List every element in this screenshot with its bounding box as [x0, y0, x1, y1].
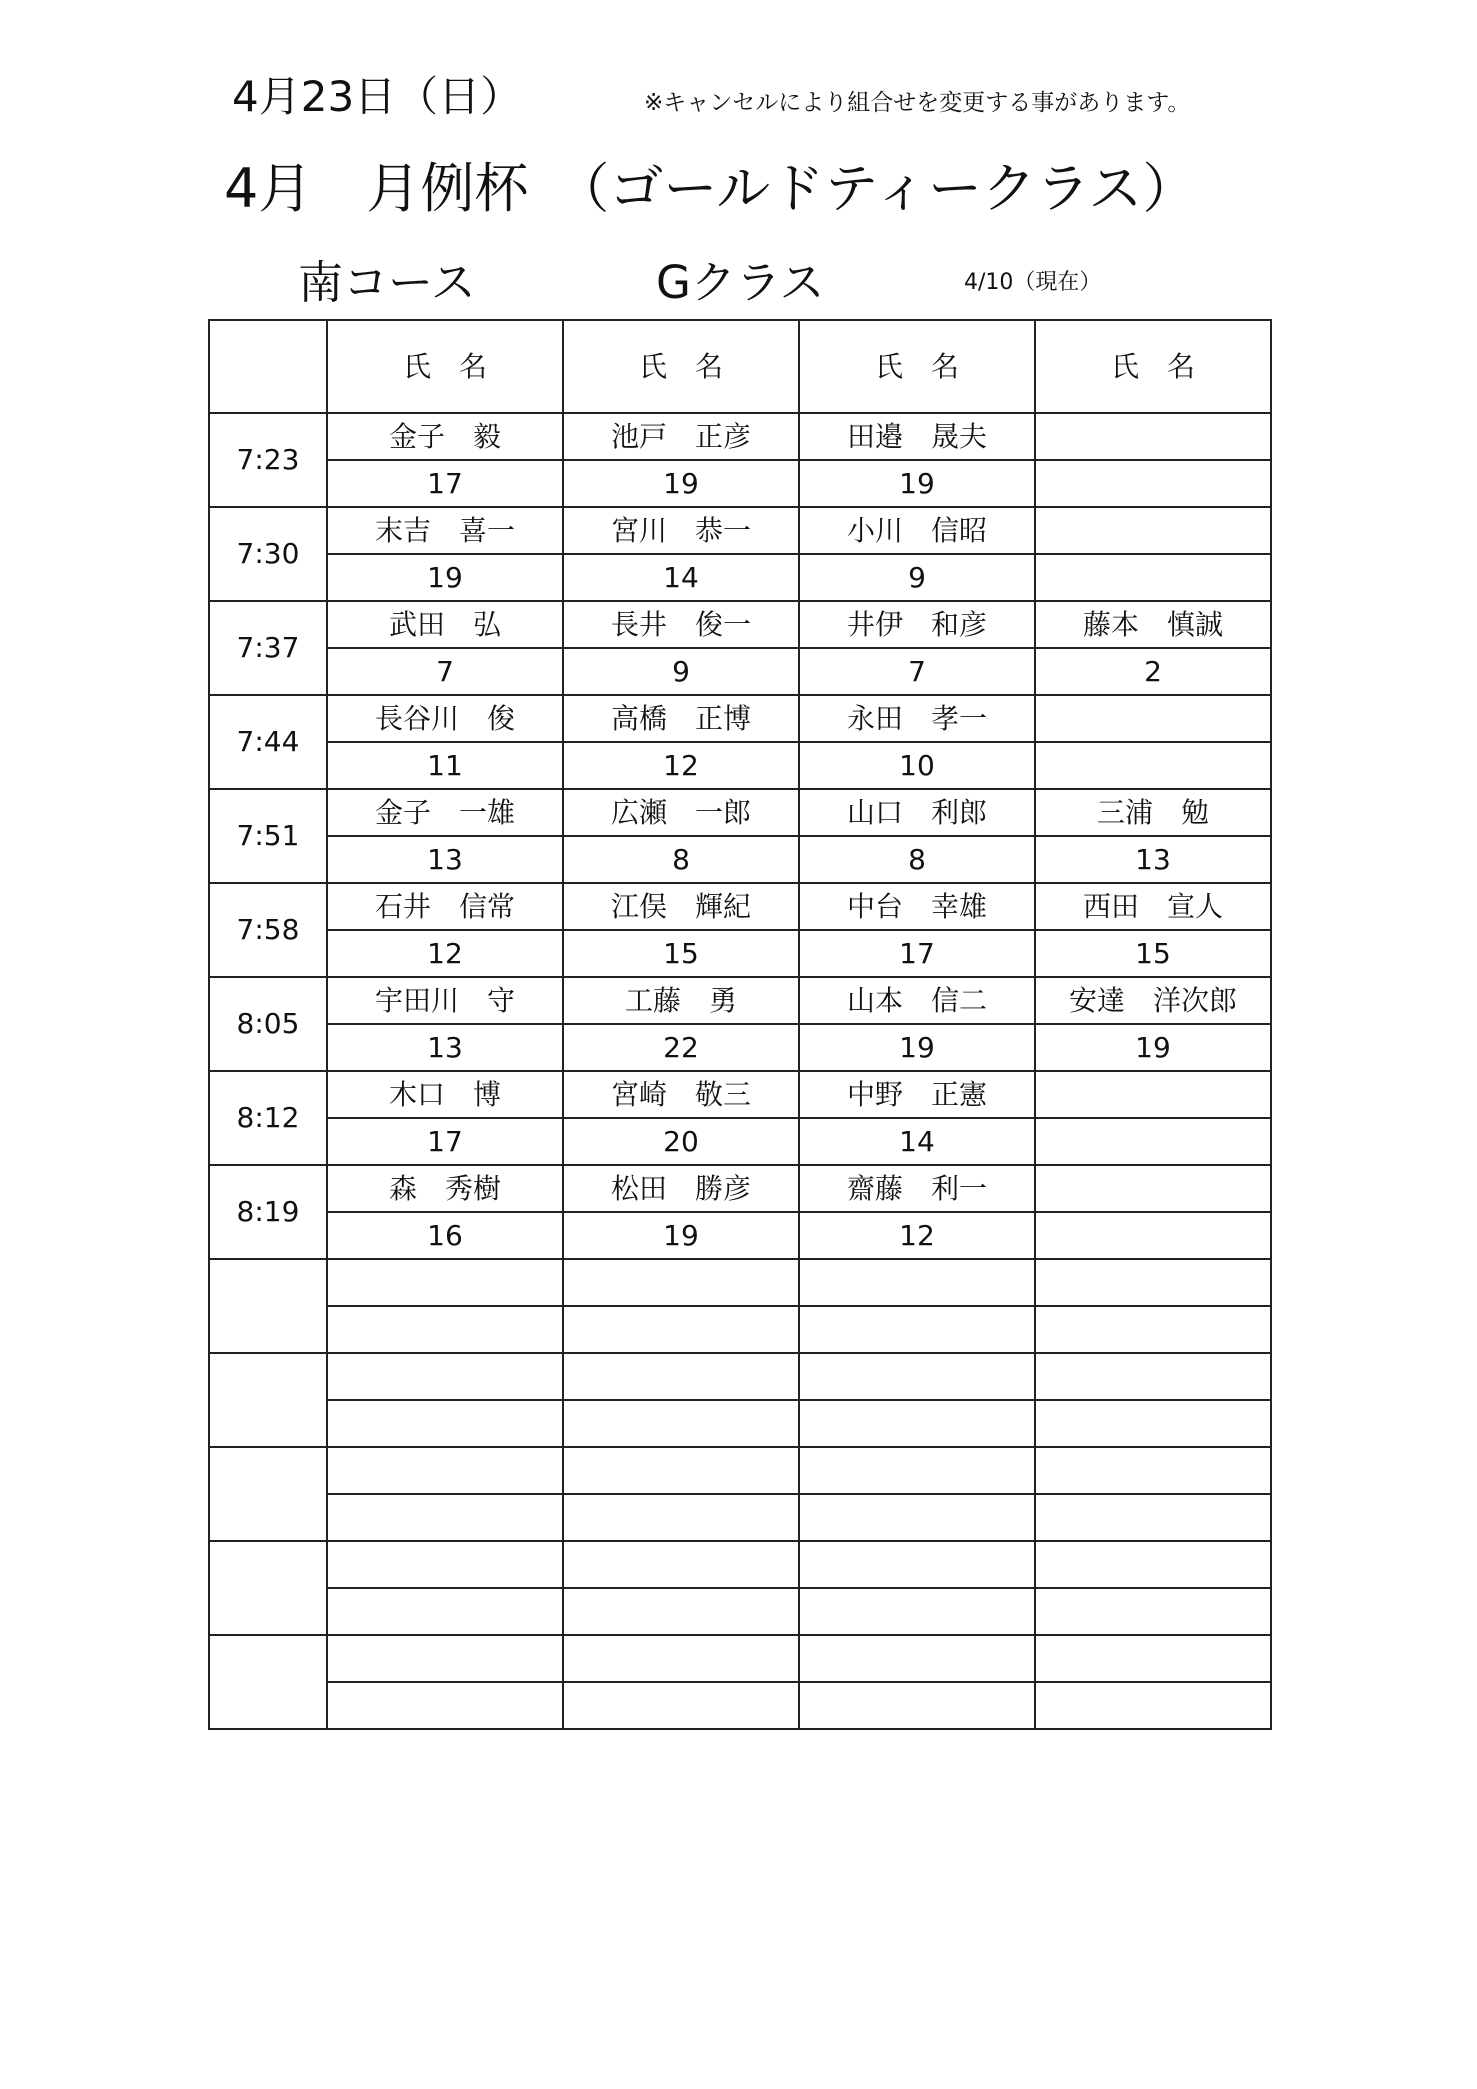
class-label: Gクラス [656, 256, 825, 309]
player-handicap-cell: 17 [327, 460, 563, 507]
tee-time-cell: 7:37 [209, 601, 327, 695]
tee-time-cell: 7:58 [209, 883, 327, 977]
player-name-cell: 工藤 勇 [563, 977, 799, 1024]
tee-time-cell: 8:05 [209, 977, 327, 1071]
event-date: 4月23日（日） [232, 72, 523, 121]
player-handicap-cell [327, 1682, 563, 1729]
tee-time-cell [209, 1259, 327, 1353]
header-name-cell: 氏 名 [1035, 320, 1271, 413]
player-handicap-cell: 19 [799, 460, 1035, 507]
player-name-cell: 宮崎 敬三 [563, 1071, 799, 1118]
tee-time-cell: 7:44 [209, 695, 327, 789]
group-name-row [209, 1071, 1271, 1118]
player-name-cell [1035, 507, 1271, 554]
player-handicap-cell [563, 1588, 799, 1635]
player-handicap-cell [327, 1306, 563, 1353]
player-name-cell [1035, 1447, 1271, 1494]
player-handicap-cell: 16 [327, 1212, 563, 1259]
player-handicap-cell: 7 [799, 648, 1035, 695]
player-name-cell: 田邉 晟夫 [799, 413, 1035, 460]
player-handicap-cell: 19 [563, 1212, 799, 1259]
player-handicap-cell [327, 1494, 563, 1541]
tee-time-cell: 8:12 [209, 1071, 327, 1165]
player-handicap-cell [1035, 1212, 1271, 1259]
player-handicap-cell: 17 [327, 1118, 563, 1165]
player-name-cell: 宇田川 守 [327, 977, 563, 1024]
tee-time-cell [209, 1541, 327, 1635]
player-name-cell [327, 1635, 563, 1682]
player-name-cell [799, 1353, 1035, 1400]
group-handicap-row [209, 1118, 1271, 1165]
tee-time-cell: 7:23 [209, 413, 327, 507]
player-name-cell: 西田 宣人 [1035, 883, 1271, 930]
player-handicap-cell: 12 [327, 930, 563, 977]
group-name-row [209, 695, 1271, 742]
player-handicap-cell [799, 1400, 1035, 1447]
player-handicap-cell: 13 [327, 836, 563, 883]
player-name-cell: 武田 弘 [327, 601, 563, 648]
player-handicap-cell [1035, 1588, 1271, 1635]
player-name-cell: 中台 幸雄 [799, 883, 1035, 930]
tee-time-cell: 7:30 [209, 507, 327, 601]
player-handicap-cell [1035, 1306, 1271, 1353]
player-handicap-cell [327, 1588, 563, 1635]
group-handicap-row [209, 460, 1271, 507]
player-name-cell: 藤本 慎誠 [1035, 601, 1271, 648]
player-name-cell [327, 1541, 563, 1588]
player-name-cell [1035, 1259, 1271, 1306]
player-name-cell [799, 1447, 1035, 1494]
player-name-cell: 金子 毅 [327, 413, 563, 460]
player-handicap-cell [563, 1494, 799, 1541]
group-name-row [209, 789, 1271, 836]
group-name-row [209, 413, 1271, 460]
player-handicap-cell [1035, 1494, 1271, 1541]
group-handicap-row [209, 1588, 1271, 1635]
player-handicap-cell [799, 1682, 1035, 1729]
player-name-cell: 安達 洋次郎 [1035, 977, 1271, 1024]
player-name-cell: 金子 一雄 [327, 789, 563, 836]
group-name-row [209, 977, 1271, 1024]
player-name-cell: 小川 信昭 [799, 507, 1035, 554]
group-handicap-row [209, 1400, 1271, 1447]
player-name-cell [799, 1259, 1035, 1306]
tee-time-cell [209, 1447, 327, 1541]
player-handicap-cell [1035, 1118, 1271, 1165]
header-name-cell: 氏 名 [563, 320, 799, 413]
player-name-cell [1035, 1165, 1271, 1212]
tee-time-cell [209, 1353, 327, 1447]
cancellation-notice: ※キャンセルにより組合せを変更する事があります。 [644, 90, 1191, 116]
player-name-cell [1035, 695, 1271, 742]
player-name-cell: 末吉 喜一 [327, 507, 563, 554]
player-handicap-cell: 7 [327, 648, 563, 695]
tee-time-cell: 8:19 [209, 1165, 327, 1259]
group-name-row [209, 1353, 1271, 1400]
group-name-row [209, 1259, 1271, 1306]
tee-time-cell [209, 1635, 327, 1729]
player-handicap-cell: 19 [563, 460, 799, 507]
tee-time-table [208, 319, 1272, 1730]
player-handicap-cell [563, 1682, 799, 1729]
group-name-row [209, 1447, 1271, 1494]
player-handicap-cell [563, 1400, 799, 1447]
player-name-cell: 中野 正憲 [799, 1071, 1035, 1118]
player-name-cell: 江俣 輝紀 [563, 883, 799, 930]
player-name-cell [1035, 1071, 1271, 1118]
player-name-cell [563, 1259, 799, 1306]
player-name-cell: 松田 勝彦 [563, 1165, 799, 1212]
player-name-cell: 山本 信二 [799, 977, 1035, 1024]
header-name-cell: 氏 名 [327, 320, 563, 413]
group-name-row [209, 1541, 1271, 1588]
player-handicap-cell: 15 [1035, 930, 1271, 977]
competition-title: 4月 月例杯 （ゴールドティークラス） [224, 157, 1197, 220]
header-row [209, 320, 1271, 413]
player-name-cell [799, 1635, 1035, 1682]
player-handicap-cell: 9 [799, 554, 1035, 601]
player-name-cell [1035, 1353, 1271, 1400]
group-handicap-row [209, 1306, 1271, 1353]
group-handicap-row [209, 554, 1271, 601]
player-name-cell [1035, 1541, 1271, 1588]
player-handicap-cell: 11 [327, 742, 563, 789]
group-name-row [209, 883, 1271, 930]
player-name-cell [327, 1447, 563, 1494]
player-handicap-cell: 22 [563, 1024, 799, 1071]
player-handicap-cell: 12 [799, 1212, 1035, 1259]
group-handicap-row [209, 930, 1271, 977]
player-name-cell: 高橋 正博 [563, 695, 799, 742]
player-name-cell: 齋藤 利一 [799, 1165, 1035, 1212]
player-handicap-cell [1035, 1400, 1271, 1447]
player-handicap-cell: 19 [327, 554, 563, 601]
player-name-cell: 長井 俊一 [563, 601, 799, 648]
as-of-date: 4/10（現在） [964, 270, 1102, 295]
player-handicap-cell [1035, 554, 1271, 601]
player-name-cell [563, 1635, 799, 1682]
player-name-cell: 石井 信常 [327, 883, 563, 930]
group-handicap-row [209, 1494, 1271, 1541]
player-handicap-cell: 17 [799, 930, 1035, 977]
player-handicap-cell: 14 [799, 1118, 1035, 1165]
player-handicap-cell [1035, 460, 1271, 507]
course-name: 南コース [298, 256, 476, 309]
player-handicap-cell: 19 [1035, 1024, 1271, 1071]
player-name-cell: 山口 利郎 [799, 789, 1035, 836]
group-name-row [209, 507, 1271, 554]
group-name-row [209, 601, 1271, 648]
player-handicap-cell: 15 [563, 930, 799, 977]
player-name-cell [327, 1353, 563, 1400]
player-name-cell: 三浦 勉 [1035, 789, 1271, 836]
group-name-row [209, 1635, 1271, 1682]
group-handicap-row [209, 1212, 1271, 1259]
group-handicap-row [209, 1682, 1271, 1729]
player-handicap-cell: 12 [563, 742, 799, 789]
player-name-cell: 木口 博 [327, 1071, 563, 1118]
header-name-cell: 氏 名 [799, 320, 1035, 413]
player-handicap-cell: 9 [563, 648, 799, 695]
player-name-cell [1035, 413, 1271, 460]
player-name-cell: 池戸 正彦 [563, 413, 799, 460]
group-handicap-row [209, 836, 1271, 883]
player-handicap-cell [563, 1306, 799, 1353]
tee-time-cell: 7:51 [209, 789, 327, 883]
player-handicap-cell: 10 [799, 742, 1035, 789]
player-handicap-cell [327, 1400, 563, 1447]
player-handicap-cell: 8 [563, 836, 799, 883]
player-name-cell [327, 1259, 563, 1306]
player-name-cell: 宮川 恭一 [563, 507, 799, 554]
player-name-cell [563, 1447, 799, 1494]
player-handicap-cell: 13 [1035, 836, 1271, 883]
player-handicap-cell: 2 [1035, 648, 1271, 695]
player-name-cell: 長谷川 俊 [327, 695, 563, 742]
player-handicap-cell: 8 [799, 836, 1035, 883]
player-name-cell: 永田 孝一 [799, 695, 1035, 742]
player-name-cell [1035, 1635, 1271, 1682]
player-handicap-cell [1035, 742, 1271, 789]
player-handicap-cell [1035, 1682, 1271, 1729]
player-handicap-cell: 20 [563, 1118, 799, 1165]
player-name-cell: 広瀬 一郎 [563, 789, 799, 836]
player-handicap-cell: 13 [327, 1024, 563, 1071]
player-handicap-cell [799, 1494, 1035, 1541]
group-name-row [209, 1165, 1271, 1212]
player-name-cell: 井伊 和彦 [799, 601, 1035, 648]
player-handicap-cell: 19 [799, 1024, 1035, 1071]
player-handicap-cell: 14 [563, 554, 799, 601]
player-name-cell: 森 秀樹 [327, 1165, 563, 1212]
group-handicap-row [209, 648, 1271, 695]
player-handicap-cell [799, 1588, 1035, 1635]
group-handicap-row [209, 742, 1271, 789]
player-name-cell [799, 1541, 1035, 1588]
player-name-cell [563, 1541, 799, 1588]
player-name-cell [563, 1353, 799, 1400]
header-time-cell [209, 320, 327, 413]
group-handicap-row [209, 1024, 1271, 1071]
player-handicap-cell [799, 1306, 1035, 1353]
